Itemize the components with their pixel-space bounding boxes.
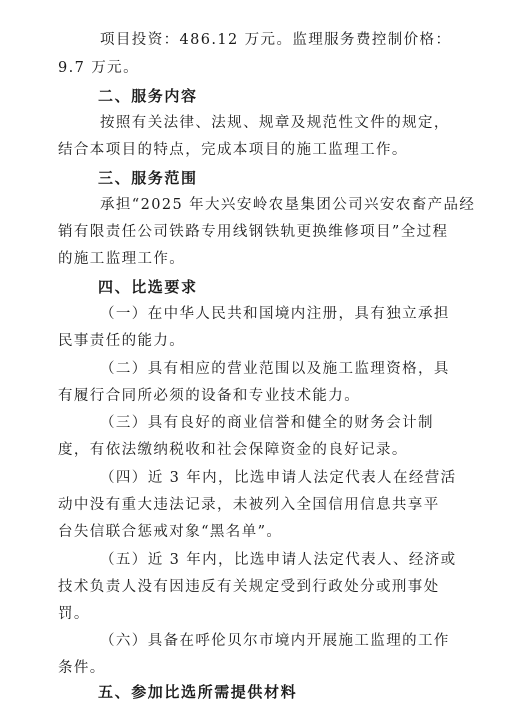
line-scope-1: 承担“2025 年大兴安岭农垦集团公司兴安农畜产品经 [100, 197, 476, 213]
line-req-5b: 技术负责人没有因违反有关规定受到行政处分或刑事处 [58, 579, 440, 595]
line-req-4a: （四）近 3 年内，比选申请人法定代表人在经营活 [100, 470, 457, 486]
line-scope-3: 的施工监理工作。 [58, 251, 186, 267]
line-req-3b: 度，有依法缴纳税收和社会保障资金的良好记录。 [58, 442, 408, 458]
line-req-6a: （六）具备在呼伦贝尔市境内开展施工监理的工作 [100, 633, 450, 649]
line-req-5c: 罚。 [58, 606, 90, 622]
line-req-3a: （三）具有良好的商业信誉和健全的财务会计制 [100, 415, 434, 431]
line-content-1: 按照有关法律、法规、规章及规范性文件的规定， [100, 115, 450, 131]
section-heading-service-content: 二、服务内容 [98, 87, 198, 105]
line-price-value: 9.7 万元。 [58, 60, 139, 76]
line-req-6b: 条件。 [58, 660, 106, 676]
line-scope-2: 销有限责任公司铁路专用线钢铁轨更换维修项目”全过程 [58, 224, 449, 240]
section-heading-service-scope: 三、服务范围 [98, 169, 198, 187]
line-req-4b: 动中没有重大违法记录，未被列入全国信用信息共享平 [58, 497, 440, 513]
line-req-2a: （二）具有相应的营业范围以及施工监理资格，具 [100, 361, 450, 377]
section-heading-requirements: 四、比选要求 [98, 278, 198, 296]
line-investment: 项目投资：486.12 万元。监理服务费控制价格： [100, 32, 452, 48]
line-req-1b: 民事责任的能力。 [58, 333, 186, 349]
line-req-4c: 台失信联合惩戒对象“黑名单”。 [58, 524, 283, 540]
section-heading-materials: 五、参加比选所需提供材料 [98, 683, 298, 701]
line-req-2b: 有履行合同所必须的设备和专业技术能力。 [58, 388, 361, 404]
line-content-2: 结合本项目的特点，完成本项目的施工监理工作。 [58, 142, 408, 158]
line-req-5a: （五）近 3 年内，比选申请人法定代表人、经济或 [100, 552, 457, 568]
line-req-1a: （一）在中华人民共和国境内注册，具有独立承担 [100, 306, 450, 322]
